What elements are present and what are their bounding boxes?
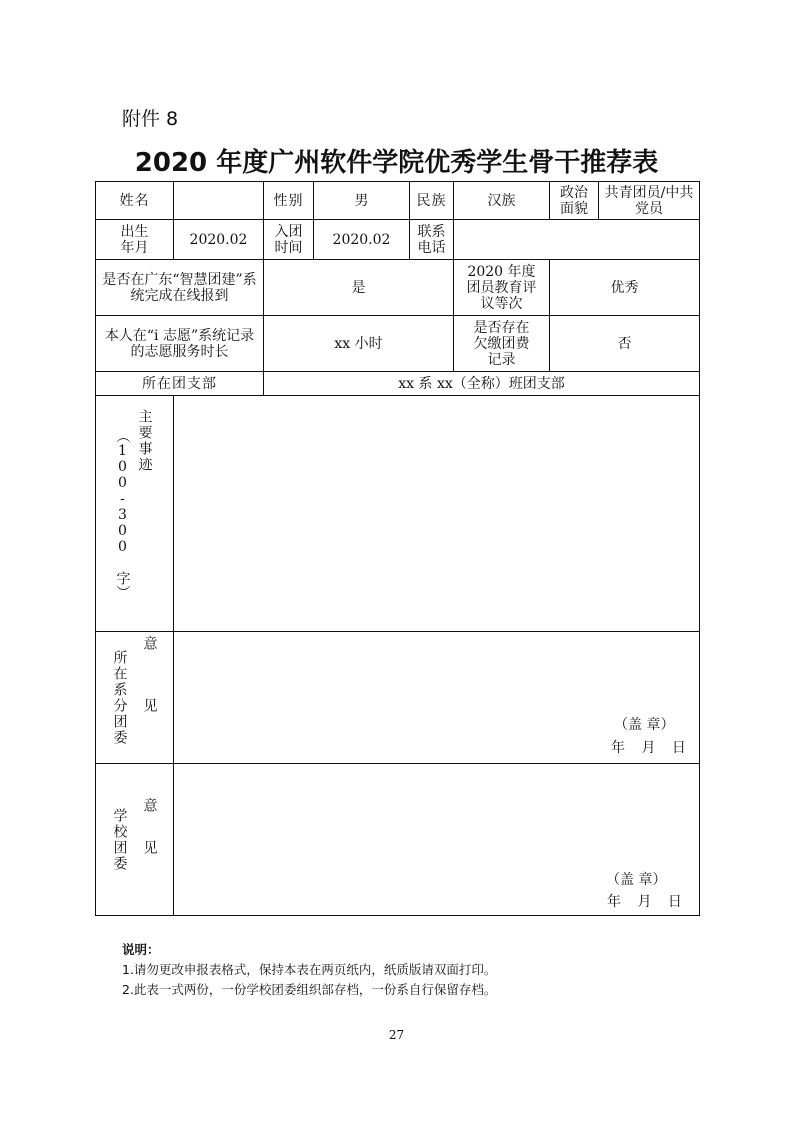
smart-league-label-text: 是否在广东“智慧团建”系统完成在线报到	[102, 271, 257, 304]
dues-label	[454, 316, 550, 372]
volunteer-hours-label	[96, 316, 264, 372]
recommendation-form-table	[95, 181, 700, 916]
school-date-text: 年 月 日	[607, 894, 682, 910]
main-deeds-field[interactable]	[174, 396, 700, 632]
school-opinion-field[interactable]	[174, 764, 700, 916]
political-status-label	[550, 182, 599, 220]
phone-label	[410, 220, 454, 260]
birth-date-label	[96, 220, 174, 260]
birth-date-field[interactable]: 2020.02	[174, 220, 264, 260]
notes-line-2: 2.此表一式两份，一份学校团委组织部存档，一份系自行保留存档。	[122, 982, 497, 997]
dues-field[interactable]: 否	[550, 316, 700, 372]
evaluation-label-text: 2020 年度团员教育评议等次	[466, 263, 537, 312]
phone-label-text: 联系电话	[417, 223, 446, 256]
main-deeds-label	[96, 396, 174, 632]
political-status-label-text: 政治面貌	[560, 184, 588, 217]
evaluation-field[interactable]: 优秀	[550, 260, 700, 316]
school-opinion-col1: 学校团委	[111, 807, 128, 872]
ethnicity-field[interactable]: 汉族	[454, 182, 550, 220]
name-field[interactable]	[174, 182, 264, 220]
name-label: 姓名	[96, 182, 174, 220]
notes-section	[122, 940, 496, 1000]
main-deeds-main-label: 主要事迹	[136, 408, 153, 473]
main-deeds-sub-label: （100-300 字）	[114, 428, 131, 599]
dept-opinion-field[interactable]	[174, 632, 700, 764]
dept-seal-text: （盖 章）	[614, 717, 675, 733]
notes-line-1: 1.请勿更改申报表格式，保持本表在两页纸内，纸质版请双面打印。	[122, 962, 497, 977]
dept-opinion-label	[96, 632, 174, 764]
volunteer-hours-field[interactable]: xx 小时	[264, 316, 454, 372]
gender-field[interactable]: 男	[314, 182, 410, 220]
political-status-field-text: 共青团员/中共党员	[604, 184, 694, 217]
volunteer-hours-label-text: 本人在“i 志愿”系统记录的志愿服务时长	[104, 327, 255, 360]
birth-date-label-text: 出生年月	[120, 223, 149, 256]
school-opinion-col2: 意见	[141, 797, 158, 882]
political-status-field[interactable]	[599, 182, 700, 220]
ethnicity-label: 民族	[410, 182, 454, 220]
dept-opinion-col2: 意见	[141, 635, 158, 760]
attachment-label: 附件 8	[122, 108, 179, 130]
smart-league-label	[96, 260, 264, 316]
school-seal-text: （盖 章）	[606, 872, 667, 888]
evaluation-label	[454, 260, 550, 316]
join-date-label-text: 入团时间	[274, 223, 303, 256]
dues-label-text: 是否存在欠缴团费记录	[473, 319, 530, 368]
branch-field[interactable]: xx 系 xx（全称）班团支部	[264, 372, 700, 396]
smart-league-field[interactable]: 是	[264, 260, 454, 316]
notes-heading: 说明：	[122, 942, 160, 957]
phone-field[interactable]	[454, 220, 700, 260]
form-title: 2020 年度广州软件学院优秀学生骨干推荐表	[134, 148, 659, 178]
join-date-field[interactable]: 2020.02	[314, 220, 410, 260]
page-number: 27	[388, 1028, 405, 1042]
dept-opinion-col1: 所在系分团委	[111, 649, 128, 746]
join-date-label	[264, 220, 314, 260]
dept-date-text: 年 月 日	[611, 740, 686, 756]
gender-label: 性别	[264, 182, 314, 220]
branch-label: 所在团支部	[96, 372, 264, 396]
school-opinion-label	[96, 764, 174, 916]
